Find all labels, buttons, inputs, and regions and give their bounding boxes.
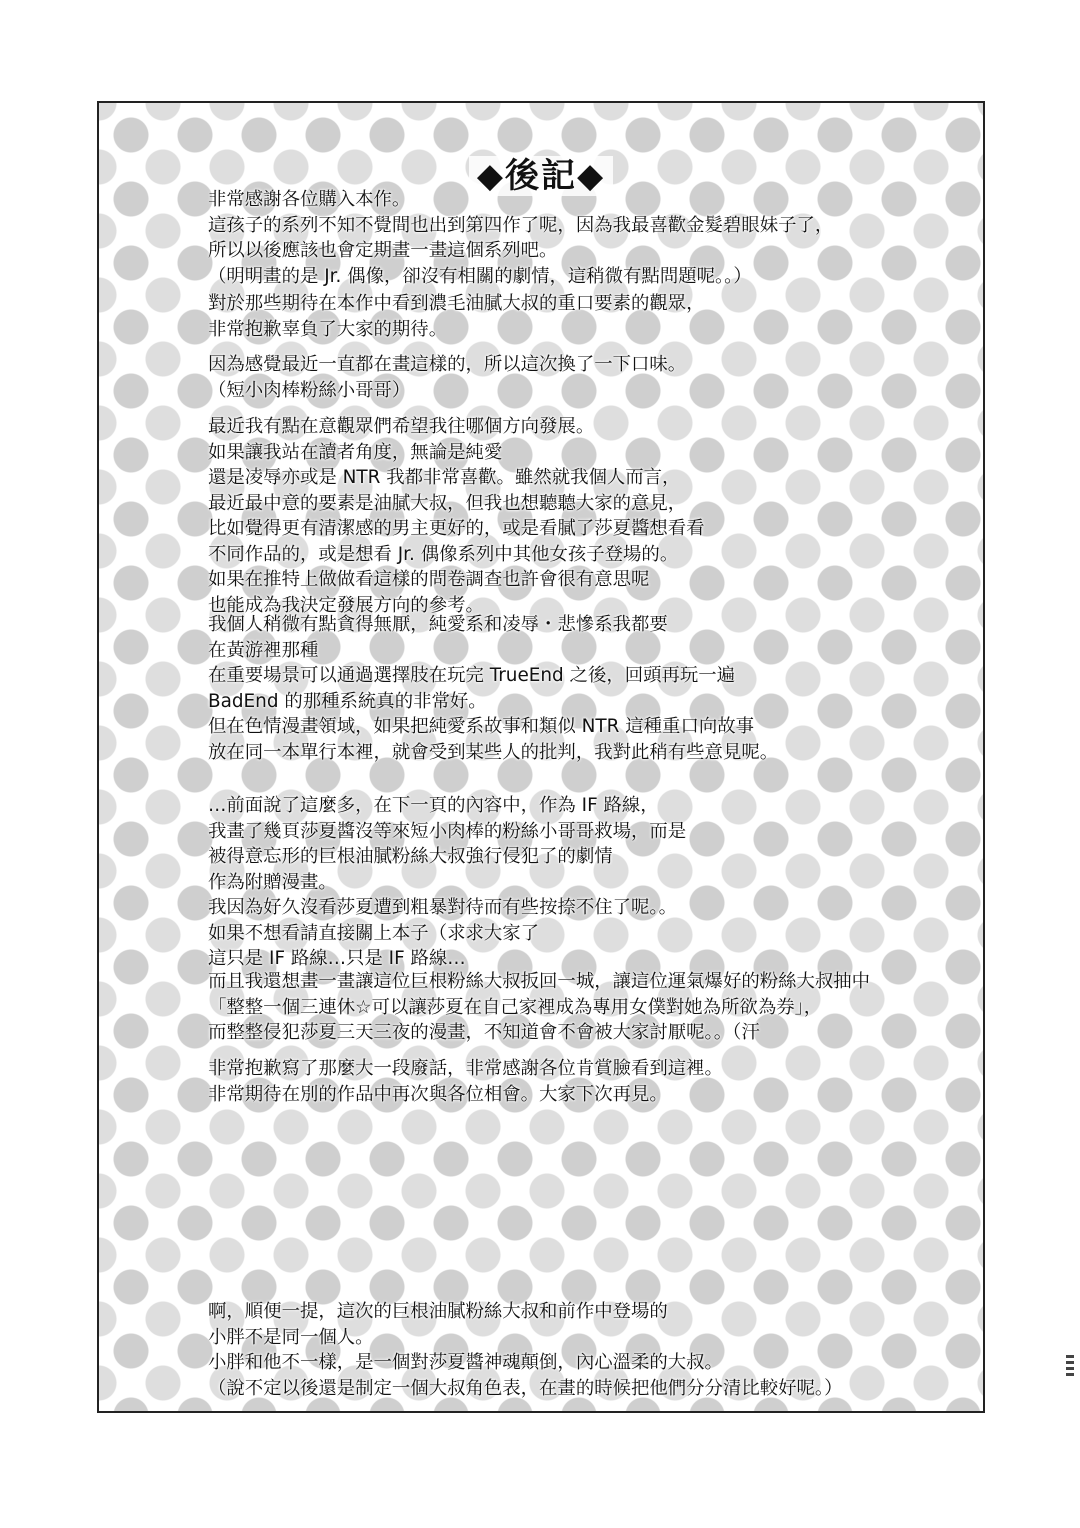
paragraph-postscript: 啊，順便一提，這次的巨根油膩粉絲大叔和前作中登場的 小胖不是同一個人。 小胖和他不一樣，是一個對莎夏醬神魂顛倒，內心溫柔的大叔。 （說不定以後還是制定一個大叔角色表，在畫的時候把他們分分清比較好呢。） xyxy=(208,1301,843,1399)
page-edge-mark xyxy=(1066,1355,1074,1387)
paragraph-future-plan: 而且我還想畫一畫讓這位巨根粉絲大叔扳回一城，讓這位運氣爆好的粉絲大叔抽中 「整整一個三連休☆可以讓莎夏在自己家裡成為專用女僕對她為所欲為券」， 而整整侵犯莎夏三天三夜的漫畫，不知道會不會被大家討厭呢。。（汗 xyxy=(208,971,871,1043)
paragraph-if-route: …前面說了這麼多，在下一頁的內容中，作為 IF 路線， 我畫了幾頁莎夏醬沒等來短小肉棒的粉絲小哥哥救場，而是 被得意忘形的巨根油膩粉絲大叔強行侵犯了的劇情 作為附贈漫畫。 我因為好久沒看莎夏遭到粗暴對待而有些按捺不住了呢。。 如果不想看請直接關上本子（求求大家了 這只是 IF 路線…只是 IF 路線… xyxy=(208,795,687,969)
paragraph-direction: 最近我有點在意觀眾們希望我往哪個方向發展。 如果讓我站在讀者角度，無論是純愛 還是凌辱亦或是 NTR 我都非常喜歡。雖然就我個人而言， 最近最中意的要素是油膩大叔，但我也想聽聽大家的意見， 比如覺得更有清潔感的男主更好的，或是看膩了莎夏醬想看看 不同作品的，或是想看 Jr. 偶像系列中其他女孩子登場的。 如果在推特上做做看這樣的問卷調查也許會很有意思呢 也能成為我決定發展方向的參考。 xyxy=(208,416,705,616)
afterword-title-text: ◆後記◆ xyxy=(469,156,613,196)
paragraph-apology: 對於那些期待在本作中看到濃毛油膩大叔的重口要素的觀眾， 非常抱歉辜負了大家的期待。 xyxy=(208,293,705,340)
paragraph-preference: 我個人稍微有點貪得無厭，純愛系和凌辱・悲慘系我都要 在黃游裡那種 在重要場景可以通過選擇肢在玩完 TrueEnd 之後，回頭再玩一遍 BadEnd 的那種系統真的非常好。 但在色情漫畫領域，如果把純愛系故事和類似 NTR 這種重口向故事 放在同一本單行本裡，就會受到某些人的批判，我對此稍有些意見呢。 xyxy=(208,614,779,763)
paragraph-change: 因為感覺最近一直都在畫這樣的，所以這次換了一下口味。 （短小肉棒粉絲小哥哥） xyxy=(208,354,687,401)
paragraph-thanks: 非常感謝各位購入本作。 這孩子的系列不知不覺間也出到第四作了呢，因為我最喜歡金髮碧眼妹子了， 所以以後應該也會定期畫一畫這個系列吧。 （明明畫的是 Jr. 偶像，卻沒有相關的劇情，這稍微有點問題呢。。） xyxy=(208,189,834,287)
paragraph-farewell: 非常抱歉寫了那麼大一段廢話，非常感謝各位肯賞臉看到這裡。 非常期待在別的作品中再次與各位相會。大家下次再見。 xyxy=(208,1058,723,1105)
afterword-panel xyxy=(97,101,985,1413)
